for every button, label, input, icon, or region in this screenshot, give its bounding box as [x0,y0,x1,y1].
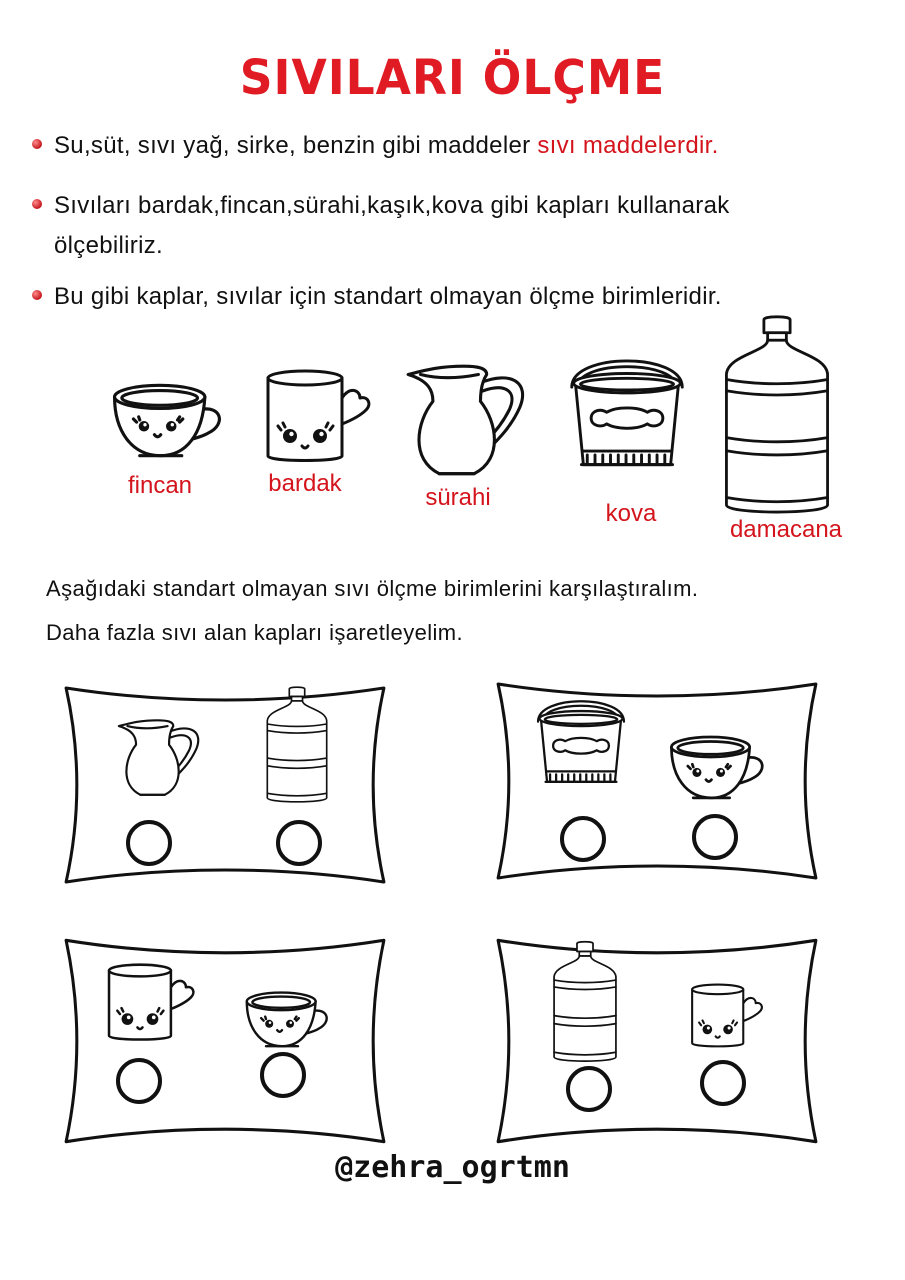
cup-icon [242,986,330,1052]
bullet-3-text: Bu gibi kaplar, sıvılar için standart olmayan ölçme birimleridir. [54,283,722,310]
mug-icon [104,962,196,1046]
cup-icon [666,730,766,804]
comparison-panel-3 [58,932,392,1150]
bucket-icon [564,356,690,486]
jug-icon [116,716,202,802]
water-bottle-icon [264,682,330,810]
answer-circle-water-bottle[interactable] [566,1066,612,1112]
container-label-fincan: fincan [127,472,193,499]
container-label-damacana: damacana [729,516,843,543]
bullet-2-text: Sıvıları bardak,fincan,sürahi,kaşık,kova gibi kapları kullanarak [54,192,730,219]
container-label-surahi: sürahi [425,484,491,511]
comparison-panel-1 [58,680,392,890]
bullet-dot-icon [32,290,42,300]
bullet-3 [32,276,882,318]
bullet-1 [32,125,882,167]
answer-circle-water-bottle[interactable] [276,820,322,866]
bullet-1-highlight: sıvı maddelerdir. [537,132,719,159]
panel-frame [490,932,824,1150]
answer-circle-cup[interactable] [260,1052,306,1098]
comparison-panel-4 [490,932,824,1150]
container-label-bardak: bardak [268,470,342,497]
answer-circle-cup[interactable] [692,814,738,860]
bullet-1-text: Su,süt, sıvı yağ, sirke, benzin gibi maddeler [54,132,538,159]
author-credit: @zehra_ogrtmn [335,1150,570,1185]
water-bottle-icon [550,940,620,1066]
cup-icon [108,378,224,462]
comparison-panel-2 [490,676,824,886]
panel-frame [58,680,392,890]
jug-icon [404,360,528,484]
answer-circle-bucket[interactable] [560,816,606,862]
answer-circle-mug[interactable] [116,1058,162,1104]
page-title: SIVILARI ÖLÇME [239,50,666,106]
instruction-line-2: Daha fazla sıvı alan kapları işaretleyelim. [46,620,464,645]
answer-circle-jug[interactable] [126,820,172,866]
bullet-2 [32,185,882,227]
bullet-2-continuation: ölçebiliriz. [54,232,163,259]
instruction-line-1: Aşağıdaki standart olmayan sıvı ölçme birimlerini karşılaştıralım. [46,576,699,601]
container-label-kova: kova [605,500,657,527]
mug-icon [688,982,764,1052]
water-bottle-icon [718,314,836,520]
answer-circle-mug[interactable] [700,1060,746,1106]
bullet-dot-icon [32,199,42,209]
mug-icon [258,368,376,468]
bucket-icon [532,696,630,800]
bullet-dot-icon [32,139,42,149]
